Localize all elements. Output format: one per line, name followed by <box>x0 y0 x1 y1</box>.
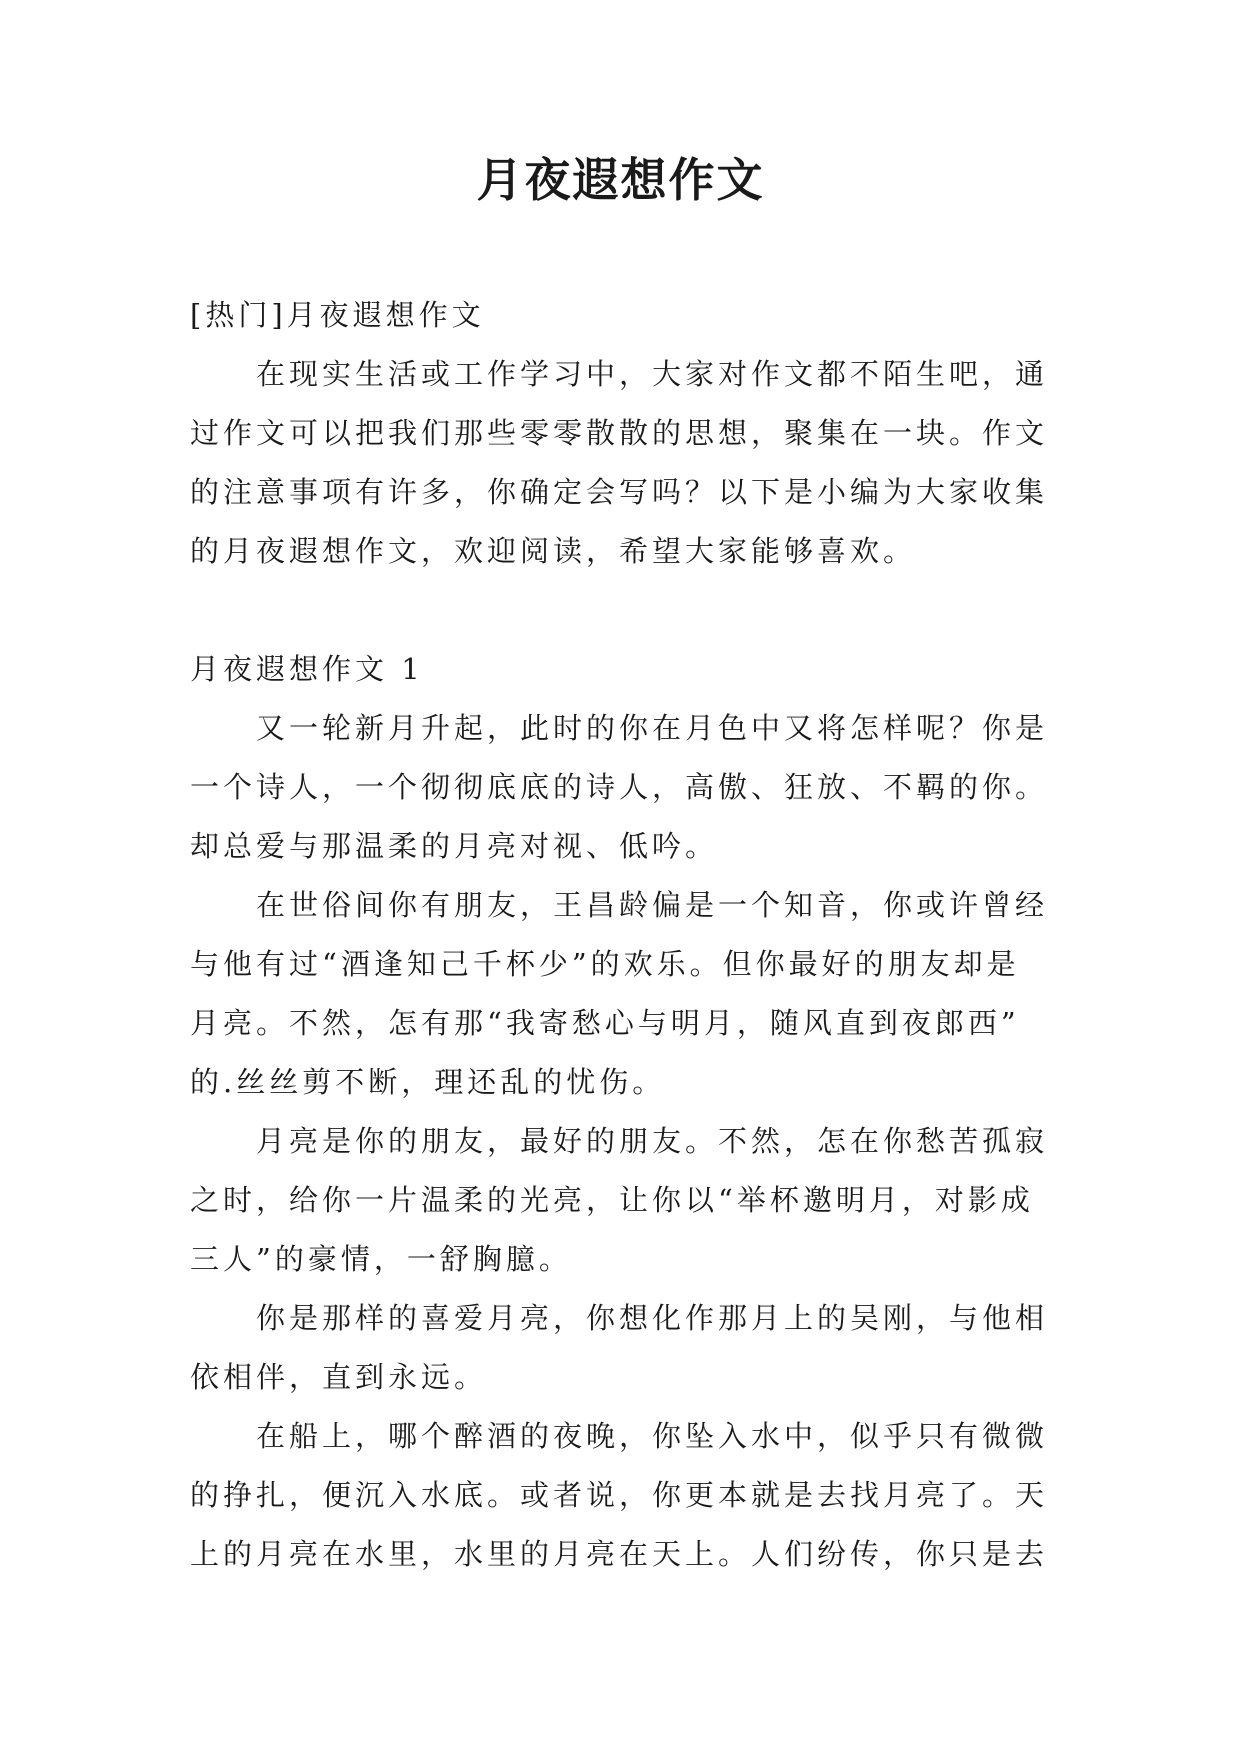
document-subtitle: [热门]月夜遐想作文 <box>190 298 485 332</box>
intro-paragraph <box>190 345 1060 581</box>
paragraph-line: 一个诗人，一个彻彻底底的诗人，高傲、狂放、不羁的你。 <box>190 770 1049 804</box>
intro-line: 的注意事项有许多，你确定会写吗？以下是小编为大家收集 <box>190 475 1049 509</box>
paragraph-line: 月亮。不然，怎有那“我寄愁心与明月，随风直到夜郎西” <box>190 1006 1020 1040</box>
intro-line: 在现实生活或工作学习中，大家对作文都不陌生吧，通 <box>256 357 1049 391</box>
paragraph <box>190 1289 1060 1407</box>
intro-line: 过作文可以把我们那些零零散散的思想，聚集在一块。作文 <box>190 416 1049 450</box>
paragraph <box>190 876 1060 1112</box>
paragraph <box>190 1112 1060 1289</box>
document-title: 月夜遐想作文 <box>476 153 765 207</box>
paragraph-line: 之时，给你一片温柔的光亮，让你以“举杯邀明月，对影成 <box>190 1183 1034 1217</box>
paragraph-line: 在船上，哪个醉酒的夜晚，你坠入水中，似乎只有微微 <box>256 1419 1049 1453</box>
paragraph-line: 的.丝丝剪不断，理还乱的忧伤。 <box>190 1065 666 1099</box>
paragraph-line: 在世俗间你有朋友，王昌龄偏是一个知音，你或许曾经 <box>256 888 1049 922</box>
paragraph <box>190 699 1060 876</box>
blank-line <box>190 581 1060 640</box>
paragraph-line: 三人”的豪情，一舒胸臆。 <box>190 1242 572 1276</box>
paragraph-line: 月亮是你的朋友，最好的朋友。不然，怎在你愁苦孤寂 <box>256 1124 1049 1158</box>
paragraph-line: 依相伴，直到永远。 <box>190 1360 488 1394</box>
paragraph-line: 上的月亮在水里，水里的月亮在天上。人们纷传，你只是去 <box>190 1537 1049 1571</box>
intro-line: 的月夜遐想作文，欢迎阅读，希望大家能够喜欢。 <box>190 534 917 568</box>
paragraph-line: 的挣扎，便沉入水底。或者说，你更本就是去找月亮了。天 <box>190 1478 1049 1512</box>
document-body <box>190 286 1060 1584</box>
section-heading: 月夜遐想作文 1 <box>190 652 424 686</box>
paragraph-line: 又一轮新月升起，此时的你在月色中又将怎样呢？你是 <box>256 711 1049 745</box>
paragraph-line: 你是那样的喜爱月亮，你想化作那月上的吴刚，与他相 <box>256 1301 1049 1335</box>
paragraph <box>190 1407 1060 1584</box>
paragraph-line: 与他有过“酒逢知己千杯少”的欢乐。但你最好的朋友却是 <box>190 947 1020 981</box>
paragraph-line: 却总爱与那温柔的月亮对视、低吟。 <box>190 829 719 863</box>
